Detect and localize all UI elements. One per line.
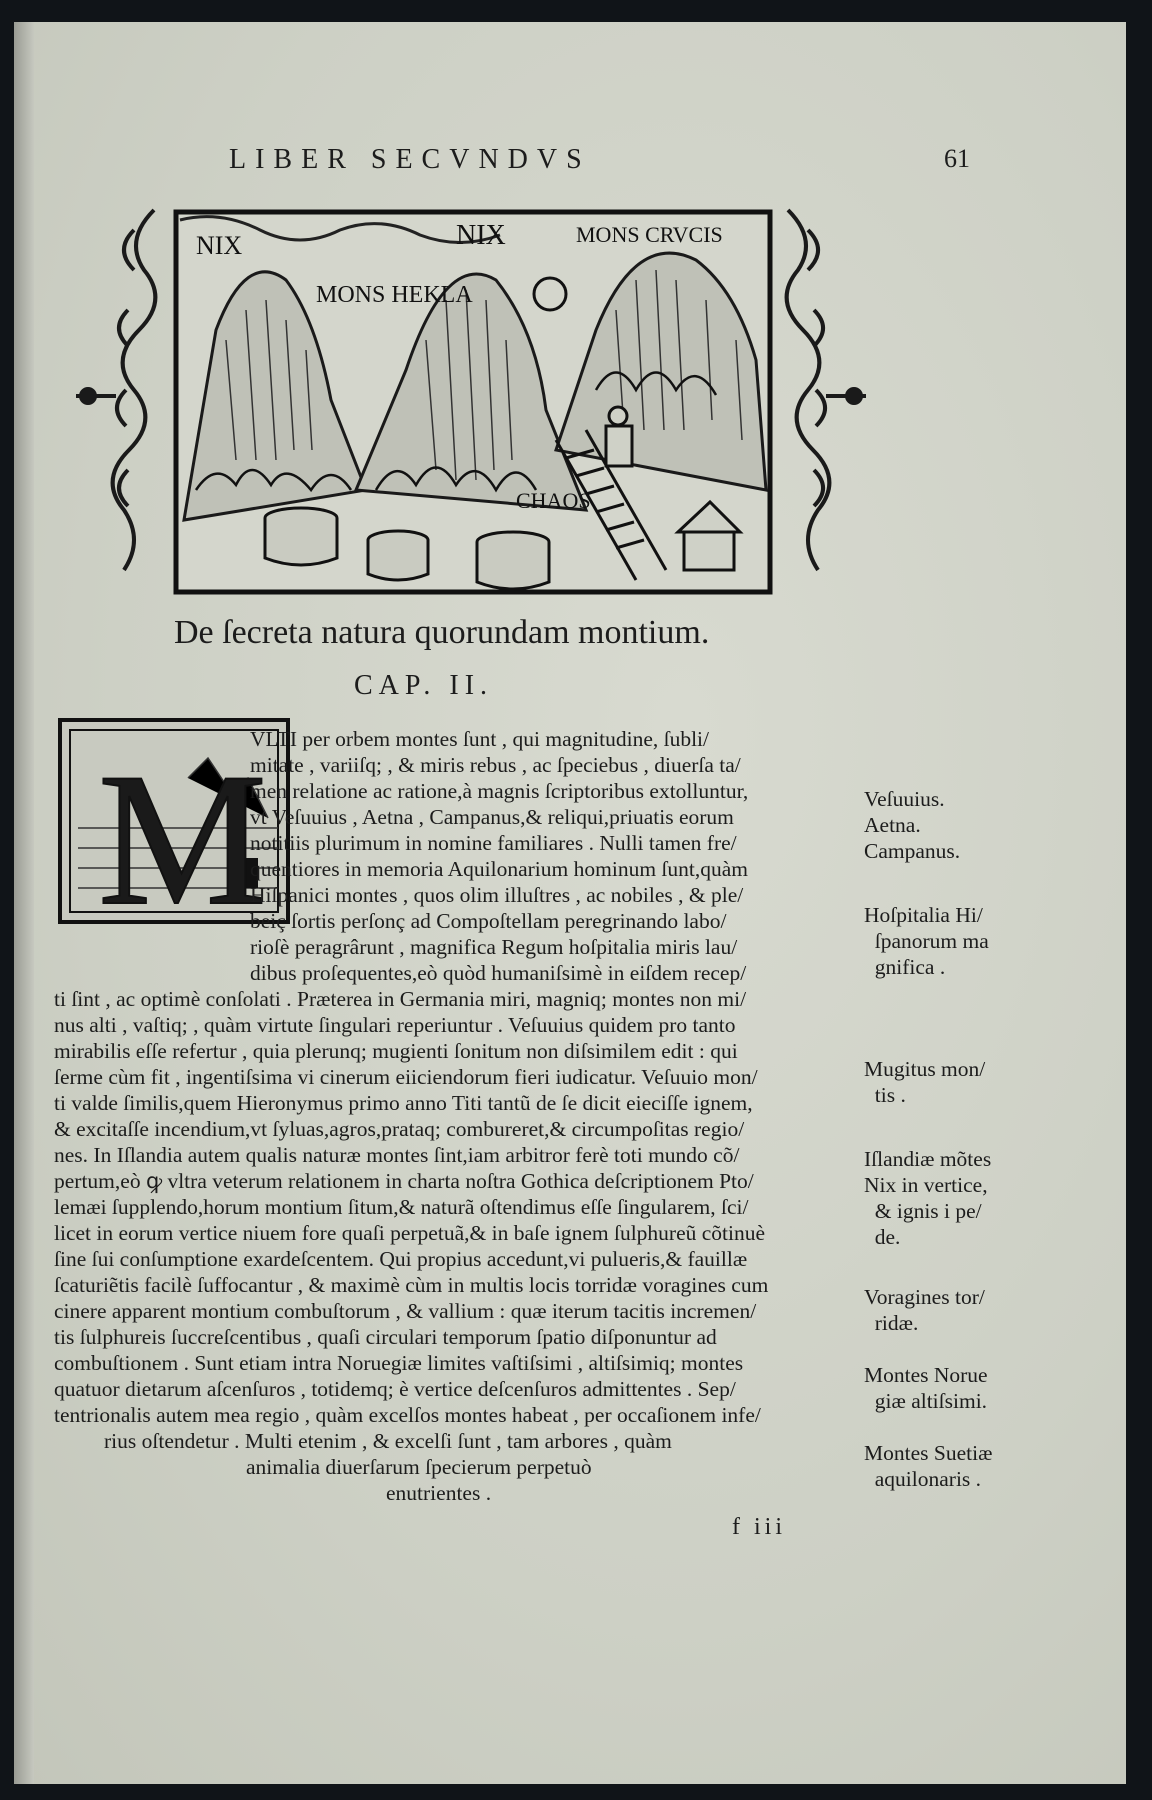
body-line: & excitaſſe incendium,vt ſyluas,agros,prataq; combureret,& circumpoſitas regio/ [54, 1117, 745, 1141]
body-line: mitate , variiſq; , & miris rebus , ac ſpeciebus , diuerſa ta/ [250, 753, 741, 777]
page-number: 61 [944, 144, 970, 173]
label-chaos: CHAOS [516, 488, 591, 513]
body-line: ſine ſui conſumptione exardeſcentem. Qui propius accedunt,vi pulueris,& fauillæ [54, 1247, 748, 1271]
marginal-note: Mugitus mon/ tis . [864, 1057, 986, 1107]
marginal-note: Montes Suetiæ aquilonaris . [864, 1441, 993, 1491]
signature-mark: f iii [732, 1514, 786, 1540]
body-line: mirabilis eſſe refertur , quia plerunq; mugienti ſonitum non diſsimilem edit : qui [54, 1039, 738, 1063]
ornament-left [76, 210, 155, 570]
body-line: ti ſint , ac optimè conſolati . Præterea in Germania miri, magniq; montes non mi/ [54, 987, 747, 1011]
marginal-note: Veſuuius. Aetna. Campanus. [864, 787, 961, 863]
body-line: animalia diuerſarum ſpecierum perpetuò [246, 1455, 592, 1479]
body-line: vt Veſuuius , Aetna , Campanus,& reliqui,priuatis eorum [250, 805, 734, 829]
body-line: notitiis plurimum in nomine familiares . Nulli tamen fre/ [250, 831, 737, 855]
label-mons-hekla: MONS HEKLA [316, 282, 473, 308]
body-line: pertum,eò ꝙ vltra veterum relationem in charta noſtra Gothica deſcriptionem Pto/ [54, 1169, 754, 1193]
body-line: lemæi ſupplendo,horum montium ſitum,& naturã oſtendimus eſſe ſingularem, ſci/ [54, 1195, 749, 1219]
page-gutter [14, 22, 34, 1784]
body-line: ti valde ſimilis,quem Hieronymus primo anno Titi tantũ de ſe dicit eieciſſe ignem, [54, 1091, 753, 1115]
body-line: nes. In Iſlandia autem qualis naturæ montes ſint,iam arbitror ferè toti mundo cõ/ [54, 1143, 740, 1167]
body-line: dibus proſequentes,eò quòd humaniſsimè in eiſdem recep/ [250, 961, 747, 985]
body-line: VLTI per orbem montes ſunt , qui magnitudine, ſubli/ [250, 727, 710, 751]
running-head: LIBER SECVNDVS [229, 144, 591, 175]
body-line: licet in eorum vertice niuem fore quaſi perpetuã,& in baſe ignem ſulphureũ cõtinuè [54, 1221, 766, 1245]
ornament-right [787, 210, 866, 570]
body-line: men relatione ac ratione,à magnis ſcriptoribus extolluntur, [250, 779, 749, 803]
body-line: tis ſulphureis ſuccreſcentibus , quaſi circulari temporum ſpatio diſponuntur ad [54, 1325, 717, 1349]
woodcut-illustration [76, 190, 866, 600]
body-line: rioſè peragrârunt , magnifica Regum hoſpitalia miris lau/ [250, 935, 738, 959]
body-line: Hiſpanici montes , quos olim illuſtres , ac nobiles , & ple/ [250, 883, 744, 907]
label-nix-left: NIX [196, 231, 243, 260]
body-line: cinere apparent montium combuſtorum , & vallium : quæ iterum tacitis incremen/ [54, 1299, 757, 1323]
label-mons-crucis: MONS CRVCIS [576, 222, 723, 247]
marginal-note: Voragines tor/ ridæ. [864, 1285, 985, 1335]
body-line: ſcaturiẽtis facilè ſuffocantur , & maximè cùm in multis locis torridæ voragines cum [54, 1273, 769, 1297]
book-page [14, 22, 1126, 1784]
initial-letter: M [98, 735, 267, 924]
label-nix-center: NIX [456, 220, 506, 251]
body-line: enutrientes . [386, 1481, 492, 1505]
body-line: quatuor dietarum aſcenſuros , totidemq; è vertice deſcenſuros admittentes . Sep/ [54, 1377, 736, 1401]
body-line: rius oſtendetur . Multi etenim , & excelſi ſunt , tam arbores , quàm [104, 1429, 672, 1453]
body-line: beiç ſortis perſonç ad Compoſtellam peregrinando labo/ [250, 909, 727, 933]
marginal-note: Iſlandiæ mõtes Nix in vertice, & ignis i pe/ de. [864, 1147, 992, 1249]
climbing-figure [606, 407, 632, 466]
body-line: combuſtionem . Sunt etiam intra Noruegiæ limites vaſtiſsimi , altiſsimiq; montes [54, 1351, 744, 1375]
body-line: quentiores in memoria Aquilonarium hominum ſunt,quàm [250, 857, 749, 881]
body-line: tentrionalis autem mea regio , quàm excelſos montes habeat , per occaſionem infe/ [54, 1403, 761, 1427]
body-line: nus alti , vaſtiq; , quàm virtute ſingulari reperiuntur . Veſuuius quidem pro tanto [54, 1013, 736, 1037]
marginal-note: Hoſpitalia Hi/ ſpanorum ma gnifica . [864, 903, 989, 979]
body-line: ſerme cùm fit , ingentiſsima vi cinerum eiiciendorum fieri iudicatur. Veſuuio mon/ [54, 1065, 758, 1089]
chapter-number: CAP. II. [354, 670, 494, 701]
marginal-note: Montes Norue giæ altiſsimi. [864, 1363, 988, 1413]
chapter-title: De ſecreta natura quorundam montium. [174, 614, 710, 651]
